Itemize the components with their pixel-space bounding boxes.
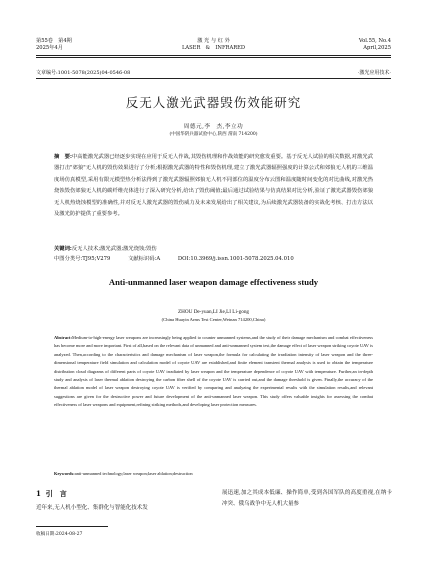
intro-text-left: 近年来,无人机小型化、集群化与智能化技术发 (36, 505, 148, 511)
article-meta (36, 69, 391, 76)
keywords-cn-label: 关键词: (54, 246, 72, 252)
document-code: 文献标识码:A (128, 256, 161, 262)
authors-cn: 周德元,李 杰,李立功 (183, 124, 244, 130)
clc-number: 中图分类号:TJ95;V279 (54, 256, 111, 262)
paper-title-en: Anti-unmanned laser weapon damage effectiveness study (108, 277, 319, 287)
volume-issue: 第55卷 第4期 (36, 38, 72, 44)
abstract-en-text: Medium-to-high-energy laser weapons are increasingly being applied to counter unmanned systems,and the study of their damage mechanism and combat effectiveness has become more and more important. First of all,based on the relevant data of unmanned and anti-unmanned system test,the damage effect of laser weapon striking coyote UAV is analyzed. Then,according to the characteristics and damage mechanism of laser weapon,the formula for calculating the irradiation intensity of laser weapon and the three-dimensional temperature field simulation and calculation model of coyote UAV are established,and finite element transient thermal analysis is used to obtain the temperature distribution cloud diagrams of different parts of coyote UAV irradiated by laser weapon and the temperature dependence of coyote UAV with temperature. Further,an in-depth study and analysis of laser thermal ablation destroying the carbon fiber shell of the coyote UAV is carried out,and the damage threshold is given. Finally,the accuracy of the thermal ablation model of laser weapon destroying coyote UAV is verified by comparing and analyzing the experimental results with the simulation results,and relevant suggestions are given for the destructive power and future development of the anti-unmanned laser weapon. This study offers valuable insights for assessing the combat effectiveness of laser weapons and equipment,refining striking methods,and developing laser protection measures. (54, 335, 373, 408)
section-title: 引 言 (45, 489, 67, 498)
article-id: 文章编号:1001-5078(2025)04-0546-08 (36, 70, 131, 76)
journal-name-en: LASER & INFRARED (181, 45, 246, 51)
received-date: 收稿日期:2024-08-27 (36, 532, 83, 537)
section-heading (36, 489, 67, 499)
column-name: ·激光应用技术· (357, 70, 391, 76)
doi: DOI:10.3969/j.issn.1001-5078.2025.04.010 (177, 256, 294, 262)
volume-issue-en: Vol.55, No.4 (358, 38, 391, 44)
keywords-cn (54, 244, 373, 252)
authors-en: ZHOU De-yuan,LI Jie,LI Li-gong (177, 309, 250, 315)
abstract-en (54, 334, 373, 410)
journal-volume-en (359, 38, 391, 52)
meta-rule (36, 78, 391, 79)
paper-title-cn: 反无人激光武器毁伤效能研究 (125, 95, 302, 110)
journal-name-cn: 激 光 与 红 外 (197, 38, 230, 44)
abstract-cn-label: 摘 要: (54, 154, 72, 160)
classification-line (54, 254, 373, 262)
issue-date: 2025年4月 (36, 45, 63, 51)
affiliation-cn: (中国华阴兵器试验中心,陕西 渭南 714200) (169, 132, 258, 137)
keywords-en-text: anti-unmanned technology;laser weapon;laser ablation;destruction (74, 471, 193, 476)
intro-text-right: 展迅速,加之其成本低廉、操作简单,受到各国军队的高度重视,在纳卡冲突、俄乌战争中无人机大量参 (222, 490, 392, 508)
abstract-en-label: Abstract: (54, 335, 72, 340)
affiliation-en: (China Huayin Arms Test Center,Weinan 714200,China) (161, 317, 266, 322)
footnote-rule (36, 526, 108, 527)
section-number: 1 (36, 489, 41, 498)
abstract-cn (54, 152, 373, 220)
keywords-en (54, 471, 373, 476)
keywords-en-label: Keywords: (54, 471, 75, 476)
header-rule-bottom (36, 57, 391, 58)
abstract-cn-text: 中高能激光武器已经逐步实现在应用于反无人作战,其毁伤机理和作战效能的研究愈发重要。基于反无人试验的相关数据,对激光武器打击"郊狼"无人机的毁伤效果进行了分析;根据激光武器的特性和毁伤机理,建立了激光武器辐照强度的计算公式和郊狼无人机的三维温度场仿真模型,采用有限元模型热分析法得到了激光武器辐照郊狼无人机不同部位的温度分布云图和温度随时间变化的对比曲线,对激光热烧蚀毁伤郊狼无人机的碳纤维壳体进行了深入研究分析,给出了毁伤阈值;最后通过试验结果与仿真结果对比分析,验证了激光武器毁伤郊狼无人机热烧蚀模型的准确性,并对反无人激光武器的毁伤威力及未来发展给出了相关建议,为后续激光武器装备的实战化考核、打击方法以及激光防护提供了重要参考。 (54, 154, 373, 218)
header-rule-top (36, 55, 391, 56)
keywords-cn-text: 反无人技术;激光武器;激光烧蚀;毁伤 (71, 246, 157, 252)
issue-date-en: April,2025 (363, 45, 391, 51)
